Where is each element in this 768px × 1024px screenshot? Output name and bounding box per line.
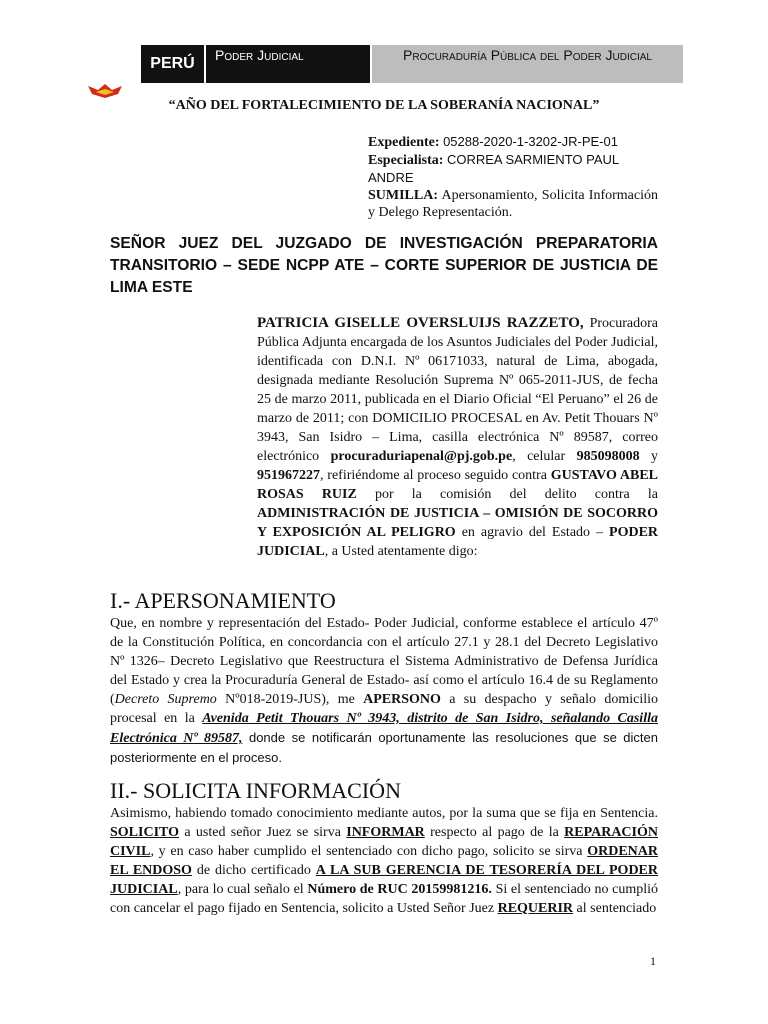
s2-ordenar: ORDENAR EL ENDOSO [110,844,658,878]
intro-text-1: Procuradora Pública Adjunta encargada de los Asuntos Judiciales del Poder Judicial, identificada con D.N.I. Nº 06171033, natural de Lima, abogada, designada mediante Resolución Suprema Nº 065-2011-JUS, de fecha 25 de marzo 2011, publicada en el Diario Oficial “El Peruano” el 26 de marzo de 2011; con DOMICILIO PROCESAL en Av. Petit Thouars Nº 3943, San Isidro – Lima, casilla electrónica Nº 89587, correo electrónico [257,316,658,464]
case-info-block [368,133,658,221]
s2-text-5: de dicho certificado [191,863,316,878]
s1-text-4: donde se notificarán oportunamente las resoluciones que se dicten posteriormente en el proceso. [110,730,658,765]
s1-apersono: APERSONO [363,692,441,707]
s2-requerir: REQUERIR [497,901,574,916]
phone-2: 951967227 [257,468,320,483]
addressee-heading: SEÑOR JUEZ DEL JUZGADO DE INVESTIGACIÓN PREPARATORIA TRANSITORIO – SEDE NCPP ATE – CORTE SUPERIOR DE JUSTICIA DE LIMA ESTE [110,235,658,296]
sumilla-label: SUMILLA: [368,188,439,203]
phone-1: 985098008 [576,449,640,464]
s2-text-3: respecto al pago de la [424,825,565,840]
intro-paragraph [257,314,658,561]
crime-name: ADMINISTRACIÓN DE JUSTICIA – OMISIÓN DE SOCORRO Y EXPOSICIÓN AL PELIGRO [257,506,658,540]
email-address: procuraduriapenal@pj.gob.pe [330,449,513,464]
s2-text-7: Si el sentenciado no cumplió con cancelar el pago fijado en Sentencia, solicito a Usted Señor Juez [110,882,658,916]
s1-text-3: a su despacho y señalo domicilio procesal en la [110,692,658,726]
sumilla-line [368,187,658,221]
s2-text-1: Asimismo, habiendo tomado conocimiento mediante autos, por la suma que se fija en Sentencia. [110,806,658,821]
s2-gerencia: A LA SUB GERENCIA DE TESORERÍA DEL PODER JUDICIAL [110,863,659,897]
s1-text-2: Nº018-2019-JUS), me [216,692,364,707]
header-country: PERÚ [141,45,204,83]
s2-text-6: , para lo cual señalo el [177,882,308,897]
especialista-line [368,151,658,187]
intro-text-2: , celular [512,449,566,464]
s2-reparacion: REPARACIÓN CIVIL [110,825,658,859]
section-2-title: II.- SOLICITA INFORMACIÓN [110,778,401,803]
especialista-label: Especialista: [368,153,444,168]
judicial-emblem-icon [86,80,124,100]
intro-text-5: por la comisión del delito contra la [374,487,658,502]
expediente-value: 05288-2020-1-3202-JR-PE-01 [443,134,618,149]
intro-text-3: y [651,449,659,464]
s2-solicito: SOLICITO [110,825,179,840]
intro-text-4: , refiriéndome al proceso seguido contra [320,468,547,483]
s2-text-4: , y en caso haber cumplido el sentenciado con dicho pago, solicito se sirva [150,844,588,859]
accused-name: GUSTAVO ABEL ROSAS RUIZ [257,468,658,502]
s2-informar: INFORMAR [346,825,425,840]
attorney-name: PATRICIA GISELLE OVERSLUIJS RAZZETO, [257,315,584,331]
victim-name: PODER JUDICIAL [257,525,659,559]
header-institution: Poder Judicial [204,45,370,83]
s1-decree: Decreto Supremo [114,692,217,707]
section-1-body [110,614,658,768]
sumilla-value: Apersonamiento, Solicita Información y Delego Representación. [368,188,658,220]
section-2-body [110,804,658,918]
s2-text-2: a usted señor Juez se sirva [179,825,347,840]
expediente-label: Expediente: [368,135,440,150]
especialista-value: CORREA SARMIENTO PAUL ANDRE [368,152,619,185]
expediente-line [368,133,658,151]
section-1-title: I.- APERSONAMIENTO [110,588,336,613]
s1-address: Avenida Petit Thouars Nº 3943, distrito de San Isidro, señalando Casilla Electrónica Nº 89587, [110,711,658,746]
year-motto: “AÑO DEL FORTALECIMIENTO DE LA SOBERANÍA NACIONAL” [168,98,600,113]
page-number: 1 [650,954,656,968]
s2-ruc: Número de RUC 20159981216. [307,882,492,897]
s2-text-8: al sentenciado [573,901,657,916]
intro-text-6: en agravio del Estado – [461,525,604,540]
intro-text-7: , a Usted atentamente digo: [324,544,478,559]
header-office: Procuraduría Pública del Poder Judicial [372,45,683,83]
s1-text-1: Que, en nombre y representación del Estado- Poder Judicial, conforme establece el artículo 47º de la Constitución Política, en concordancia con el artículo 27.1 y 28.1 del Decreto Legislativo Nº 1326– Decreto Legislativo que Reestructura el Sistema Administrativo de Defensa Jurídica del Estado y crea la Procuraduría General de Estado- así como el artículo 16.4 de su Reglamento ( [110,616,658,707]
